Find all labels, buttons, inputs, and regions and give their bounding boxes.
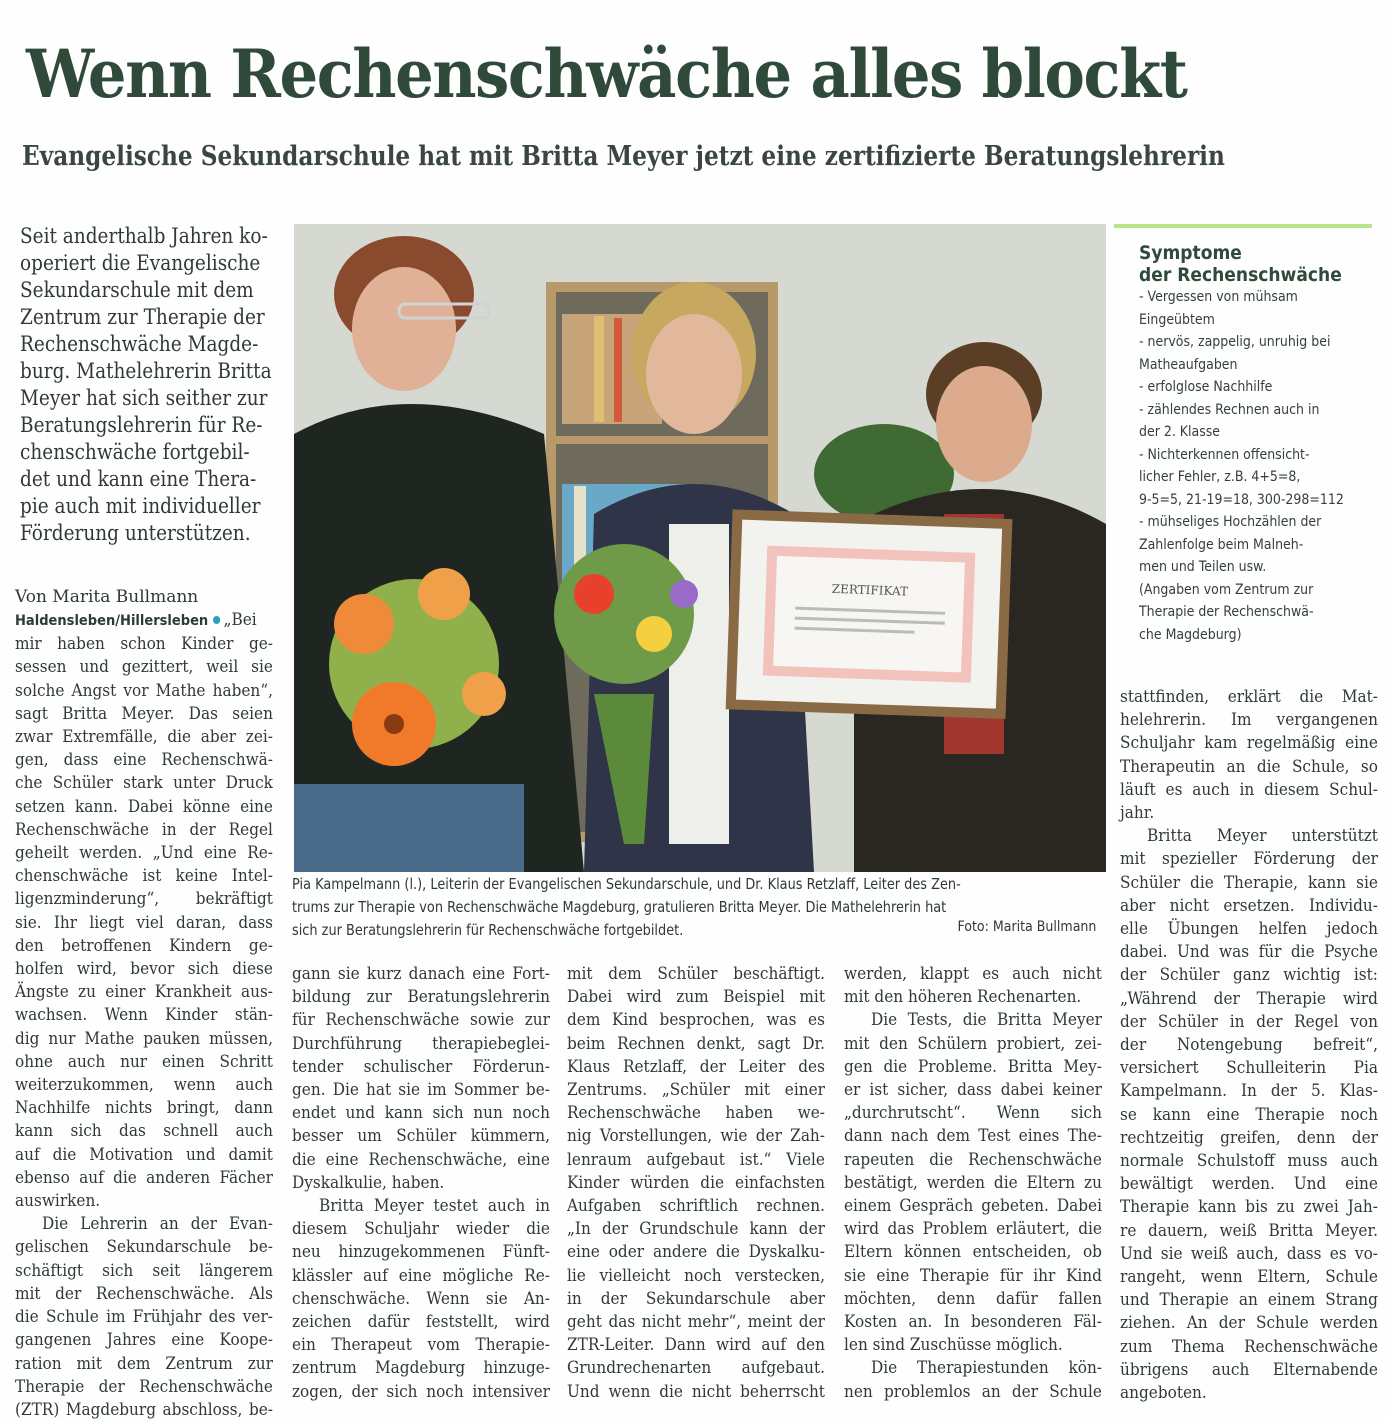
- body-line: Dabei wird zum Beispiel mit: [567, 987, 825, 1008]
- body-line: lie vielleicht noch verstecken,: [567, 1265, 825, 1286]
- body-line: solche Angst vor Mathe haben“,: [15, 680, 273, 701]
- dateline: Haldensleben/Hillersleben: [15, 613, 209, 629]
- body-line: Kosten an. In besonderen Fäl-: [844, 1312, 1102, 1333]
- body-line: Durchführung therapiebeglei-: [292, 1033, 550, 1054]
- body-line: nig Vorstellungen, wie der Zah-: [567, 1126, 825, 1147]
- lead-line: operiert die Evangelische: [20, 251, 261, 275]
- symptom-line: - Vergessen von mühsam: [1139, 288, 1298, 305]
- lead-line: Förderung unterstützen.: [20, 521, 251, 545]
- body-line: Grundrechenarten aufgebaut.: [567, 1358, 825, 1379]
- article-column-3: [567, 963, 825, 1404]
- symptom-line: Eingeübtem: [1139, 310, 1215, 328]
- subheadline: Evangelische Sekundarschule hat mit Britta Meyer jetzt eine zertifizierte Beratungslehrerin: [22, 141, 1225, 172]
- symptom-line: der 2. Klasse: [1139, 423, 1221, 440]
- lead-line: Meyer hat sich seither zur: [20, 386, 268, 410]
- body-line: ein Therapeut vom Therapie-: [292, 1335, 550, 1356]
- body-line: gangenen Jahres eine Koope-: [15, 1330, 273, 1351]
- body-line: lenraum aufgebaut ist.“ Viele: [567, 1149, 825, 1170]
- body-line: re dauern, weiß Britta Meyer.: [1120, 1220, 1378, 1241]
- photo-illustration: [294, 224, 1106, 872]
- body-line: Rechenschwäche haben we-: [567, 1103, 825, 1124]
- body-line: gen die Probleme. Britta Mey-: [844, 1056, 1102, 1077]
- lead-line: Sekundarschule mit dem: [20, 278, 254, 302]
- body-line: dabei. Und was für die Psyche: [1120, 942, 1378, 963]
- body-line: angeboten.: [1120, 1383, 1207, 1404]
- body-line: läuft es auch in diesem Schul-: [1120, 779, 1378, 800]
- sidebox-title: der Rechenschwäche: [1139, 264, 1342, 286]
- body-line: dem Kind besprochen, was es: [567, 1010, 825, 1031]
- body-line: sessen und gezittert, weil sie: [15, 657, 273, 678]
- body-line: geht das nicht mehr“, meint der: [567, 1312, 825, 1333]
- body-line: er ist sicher, dass dabei keiner: [844, 1080, 1102, 1101]
- body-line: „In der Grundschule kann der: [567, 1219, 825, 1240]
- symptom-line: Zahlenfolge beim Malneh-: [1139, 535, 1304, 553]
- body-line: ebenso auf die anderen Fächer: [15, 1167, 273, 1188]
- body-line: und Therapie an einem Strang: [1120, 1290, 1378, 1311]
- lead-line: Beratungslehrerin für Re-: [20, 413, 263, 437]
- body-line: mit den Schülern probiert, zei-: [844, 1033, 1102, 1054]
- body-line: die Schule im Frühjahr des ver-: [15, 1307, 273, 1328]
- lead-line: det und kann eine Thera-: [20, 467, 257, 491]
- body-line: Die Tests, die Britta Meyer: [871, 1010, 1102, 1031]
- body-line: den betroffenen Kindern ge-: [15, 935, 273, 956]
- body-line: kann sich das schnell auch: [15, 1121, 273, 1142]
- body-line: sie. Ihr liegt viel daran, dass: [15, 912, 273, 933]
- symptom-line: Matheaufgaben: [1139, 355, 1238, 373]
- lead-line: pie auch mit individueller: [20, 494, 261, 518]
- lead-line: Zentrum zur Therapie der: [20, 305, 265, 329]
- body-line: se kann eine Therapie noch: [1120, 1104, 1378, 1125]
- body-line: auswirken.: [15, 1191, 101, 1212]
- body-line: „durchrutscht“. Wenn sich: [844, 1103, 1102, 1124]
- body-line: ZTR-Leiter. Dann wird auf den: [567, 1335, 825, 1356]
- body-line: zogen, der sich noch intensiver: [292, 1381, 550, 1402]
- body-line: dig nur Mathe pauken müssen,: [15, 1028, 273, 1049]
- body-line: geheilt werden. „Und eine Re-: [15, 843, 273, 864]
- body-line: Kampelmann. In der 5. Klas-: [1120, 1081, 1378, 1102]
- symptom-line: Therapie der Rechenschwä-: [1139, 603, 1314, 620]
- body-line: ligenzminderung“, bekräftigt: [15, 889, 273, 910]
- caption-line: Pia Kampelmann (l.), Leiterin der Evangelischen Sekundarschule, und Dr. Klaus Retzlaff, Leiter des Zen-: [292, 875, 961, 893]
- body-line: möchten, denn dafür fallen: [844, 1288, 1102, 1309]
- sidebox-title: Symptome: [1139, 242, 1242, 264]
- dateline-dot-icon: [213, 616, 220, 624]
- body-line: der Schüler ganz wichtig ist:: [1120, 965, 1378, 986]
- body-line: rangeht, wenn Eltern, Schule: [1120, 1267, 1378, 1288]
- lead-line: burg. Mathelehrerin Britta: [20, 359, 272, 383]
- body-line: ziehen. An der Schule werden: [1120, 1313, 1378, 1334]
- body-line: die eine Rechenschwäche, eine: [292, 1149, 550, 1170]
- body-line: zwar Extremfälle, die aber zei-: [15, 727, 273, 748]
- body-line: besser um Schüler kümmern,: [292, 1126, 550, 1147]
- body-line: gann sie kurz danach eine Fort-: [292, 964, 550, 984]
- body-line: gen, dass eine Rechenschwä-: [15, 750, 273, 771]
- body-line: weiterzukommen, wenn auch: [15, 1075, 273, 1096]
- body-line: Ängste zu einer Krankheit aus-: [15, 982, 273, 1003]
- body-line: versichert Schulleiterin Pia: [1120, 1058, 1378, 1079]
- body-line: Rechenschwäche in der Regel: [15, 819, 273, 840]
- body-line: eine oder andere die Dyskalku-: [567, 1242, 825, 1263]
- symptom-line: - zählendes Rechnen auch in: [1139, 400, 1320, 418]
- body-line: Nachhilfe nichts bringt, dann: [15, 1098, 273, 1119]
- body-line: neu hinzugekommenen Fünft-: [292, 1242, 550, 1263]
- body-line: elle Übungen helfen jedoch: [1120, 919, 1378, 940]
- photo-credit: Foto: Marita Bullmann: [957, 919, 1096, 935]
- body-line: (ZTR) Magdeburg abschloss, be-: [15, 1399, 273, 1420]
- body-line: nen problemlos an der Schule: [844, 1381, 1102, 1402]
- body-line: gelischen Sekundarschule be-: [15, 1237, 273, 1258]
- body-line: mit dem Schüler beschäftigt.: [567, 964, 825, 984]
- body-line: mir haben schon Kinder ge-: [15, 634, 273, 655]
- body-line: sie eine Therapie für ihr Kind: [844, 1265, 1102, 1286]
- body-line: zum Thema Rechenschwäche: [1120, 1336, 1378, 1357]
- certificate-title: ZERTIFIKAT: [831, 581, 909, 599]
- body-line: Und wenn die nicht beherrscht: [567, 1381, 825, 1402]
- body-line: bestätigt, werden die Eltern zu: [844, 1172, 1102, 1193]
- body-line: ration mit dem Zentrum zur: [15, 1353, 273, 1374]
- caption-line: trums zur Therapie von Rechenschwäche Magdeburg, gratulieren Britta Meyer. Die Mathelehrerin hat: [292, 898, 947, 916]
- body-line: Die Lehrerin an der Evan-: [42, 1214, 273, 1235]
- body-line: mit spezieller Förderung der: [1120, 849, 1378, 870]
- article-column-4: [844, 963, 1102, 1404]
- lead-line: chenschwäche fortgebil-: [20, 440, 250, 464]
- body-line: mit den höheren Rechenarten.: [844, 987, 1082, 1008]
- body-line: setzen kann. Dabei könne eine: [15, 796, 273, 817]
- body-line: zentrum Magdeburg hinzuge-: [292, 1358, 550, 1379]
- symptom-line: - nervös, zappelig, unruhig bei: [1139, 333, 1331, 350]
- body-line: werden, klappt es auch nicht: [844, 964, 1102, 984]
- article-photo: [294, 224, 1106, 872]
- symptoms-box: [1122, 224, 1380, 646]
- symptom-line: - mühseliges Hochzählen der: [1139, 513, 1322, 530]
- body-line: wachsen. Wenn Kinder stän-: [15, 1005, 273, 1026]
- body-line: der Schüler in der Regel von: [1120, 1011, 1378, 1032]
- body-line: Aufgaben schriftlich rechnen.: [567, 1196, 825, 1217]
- body-line: Zentrums. „Schüler mit einer: [567, 1080, 825, 1101]
- body-line: Dyskalkulie, haben.: [292, 1172, 445, 1193]
- headline: Wenn Rechenschwäche alles blockt: [26, 35, 1187, 113]
- body-line: Die Therapiestunden kön-: [871, 1358, 1102, 1379]
- body-line: Therapie kann bis zu zwei Jah-: [1120, 1197, 1378, 1218]
- article-column-2: [292, 963, 550, 1404]
- body-line: rapeuten die Rechenschwäche: [844, 1149, 1102, 1170]
- body-line: Haldensleben/Hillersleben „Bei: [15, 610, 257, 630]
- body-line: normale Schulstoff muss auch: [1120, 1151, 1378, 1172]
- body-line: Schuljahr kam regelmäßig eine: [1120, 733, 1378, 754]
- body-line: Klaus Retzlaff, der Leiter des: [567, 1056, 825, 1077]
- body-line: Kinder würden die einfachsten: [567, 1172, 825, 1193]
- body-line: zeichen dafür feststellt, wird: [292, 1312, 550, 1333]
- body-line: diesem Schuljahr wieder die: [292, 1219, 550, 1240]
- byline: Von Marita Bullmann: [15, 587, 199, 607]
- body-line: bewältigt werden. Und eine: [1120, 1174, 1378, 1195]
- body-line: chenschwäche. Wenn sie An-: [292, 1288, 550, 1309]
- body-line: sagt Britta Meyer. Das seien: [15, 703, 273, 724]
- body-line: bildung zur Beratungslehrerin: [292, 987, 550, 1008]
- photo-caption: [292, 873, 1104, 942]
- body-line: len sind Zuschüsse möglich.: [844, 1335, 1063, 1356]
- body-line: für Rechenschwäche sowie zur: [292, 1010, 550, 1031]
- body-line: Britta Meyer unterstützt: [1147, 826, 1378, 847]
- symptom-line: che Magdeburg): [1139, 625, 1242, 643]
- body-line: tender schulischer Förderun-: [292, 1056, 550, 1077]
- body-line: auf die Motivation und damit: [15, 1144, 273, 1165]
- body-line: chenschwäche ist keine Intel-: [15, 866, 273, 887]
- body-line: rechtzeitig greifen, denn der: [1120, 1127, 1378, 1148]
- body-line: Eltern können entscheiden, ob: [844, 1242, 1102, 1263]
- article-column-1: [15, 586, 273, 1422]
- body-line: Therapie der Rechenschwäche: [15, 1376, 273, 1397]
- body-line: der Notengebung befreit“,: [1120, 1035, 1378, 1056]
- body-line: einem Gespräch gebeten. Dabei: [844, 1196, 1102, 1217]
- lead-paragraph: [20, 223, 270, 547]
- body-line: dann nach dem Test eines The-: [844, 1126, 1102, 1147]
- body-line: Und sie weiß auch, dass es vo-: [1120, 1243, 1378, 1264]
- symptom-line: 9-5=5, 21-19=18, 300-298=112: [1139, 490, 1344, 508]
- symptom-line: men und Teilen usw.: [1139, 558, 1267, 575]
- body-line: in der Sekundarschule aber: [567, 1288, 825, 1309]
- caption-line: sich zur Beratungslehrerin für Rechenschwäche fortgebildet.: [292, 921, 684, 939]
- body-line: wird das Problem erläutert, die: [844, 1219, 1102, 1240]
- sidebox-accent-rule: [1114, 224, 1372, 228]
- body-line: jahr.: [1120, 803, 1155, 824]
- body-line: übrigens auch Elternabende: [1120, 1359, 1378, 1380]
- body-line: ohne auch nur einen Schritt: [15, 1051, 273, 1072]
- body-line: Britta Meyer testet auch in: [319, 1196, 550, 1217]
- body-line: aber nicht ersetzen. Individu-: [1120, 895, 1378, 916]
- lead-line: Seit anderthalb Jahren ko-: [20, 224, 268, 248]
- body-line: holfen wird, bevor sich diese: [15, 959, 273, 980]
- body-line: helehrerin. Im vergangenen: [1120, 710, 1378, 731]
- body-line: endet und kann sich nun noch: [292, 1103, 550, 1124]
- body-line: mit der Rechenschwäche. Als: [15, 1283, 273, 1304]
- body-line: Schüler die Therapie, kann sie: [1120, 872, 1378, 893]
- article-column-5: [1120, 686, 1378, 1405]
- body-line: gen. Die hat sie im Sommer be-: [292, 1080, 550, 1101]
- body-line: klässler auf eine mögliche Re-: [292, 1265, 550, 1286]
- body-line: stattfinden, erklärt die Mat-: [1120, 687, 1378, 707]
- symptom-line: - erfolglose Nachhilfe: [1139, 378, 1273, 395]
- symptom-line: - Nichterkennen offensicht-: [1139, 445, 1310, 463]
- body-line: che Schüler stark unter Druck: [15, 773, 273, 794]
- body-line: schäftigt sich seit längerem: [15, 1260, 273, 1281]
- body-line: beim Rechnen denkt, sagt Dr.: [567, 1033, 825, 1054]
- lead-line: Rechenschwäche Magde-: [20, 332, 259, 356]
- symptom-line: licher Fehler, z.B. 4+5=8,: [1139, 468, 1301, 485]
- body-line: Therapeutin an die Schule, so: [1120, 756, 1378, 777]
- symptom-line: (Angaben vom Zentrum zur: [1139, 580, 1314, 598]
- body-line: „Während der Therapie wird: [1120, 988, 1378, 1009]
